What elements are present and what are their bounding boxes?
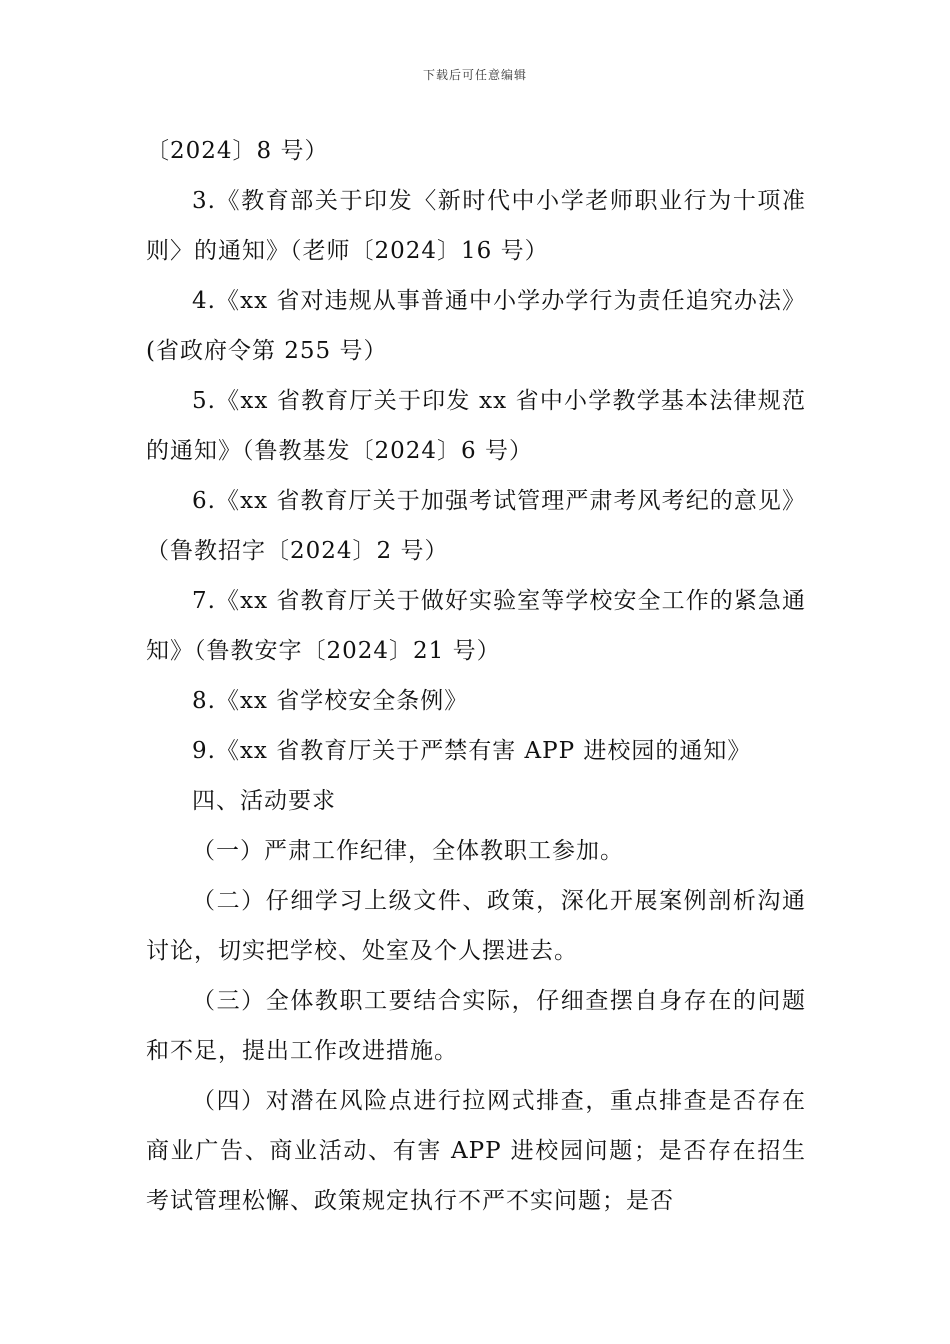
paragraph-7: 8.《xx 省学校安全条例》 xyxy=(192,688,469,714)
paragraph-6: 7.《xx 省教育厅关于做好实验室等学校安全工作的紧急通知》（鲁教安字〔2024〕21 号） xyxy=(146,588,806,664)
page-header-note: 下载后可任意编辑 xyxy=(422,68,527,82)
paragraph-8: 9.《xx 省教育厅关于严禁有害 APP 进校园的通知》 xyxy=(192,738,752,764)
paragraph-5: 6.《xx 省教育厅关于加强考试管理严肃考风考纪的意见》（鲁教招字〔2024〕2 号） xyxy=(146,488,806,564)
paragraph-11: （二）仔细学习上级文件、政策，深化开展案例剖析沟通讨论，切实把学校、处室及个人摆进去。 xyxy=(146,888,806,964)
paragraph-1: 〔2024〕8 号） xyxy=(146,138,329,164)
paragraph-2: 3.《教育部关于印发〈新时代中小学老师职业行为十项准则〉的通知》（老师〔2024〕16 号） xyxy=(146,188,806,264)
document-body xyxy=(146,126,806,1226)
section-heading: 四、活动要求 xyxy=(192,788,336,814)
paragraph-3: 4.《xx 省对违规从事普通中小学办学行为责任追究办法》(省政府令第 255 号） xyxy=(146,288,806,364)
paragraph-4: 5.《xx 省教育厅关于印发 xx 省中小学教学基本法律规范的通知》（鲁教基发〔2024〕6 号） xyxy=(146,388,806,464)
paragraph-13: （四）对潜在风险点进行拉网式排查，重点排查是否存在商业广告、商业活动、有害 APP 进校园问题；是否存在招生考试管理松懈、政策规定执行不严不实问题；是否 xyxy=(146,1088,806,1214)
paragraph-12: （三）全体教职工要结合实际，仔细查摆自身存在的问题和不足，提出工作改进措施。 xyxy=(146,988,806,1064)
paragraph-10: （一）严肃工作纪律，全体教职工参加。 xyxy=(192,838,624,864)
